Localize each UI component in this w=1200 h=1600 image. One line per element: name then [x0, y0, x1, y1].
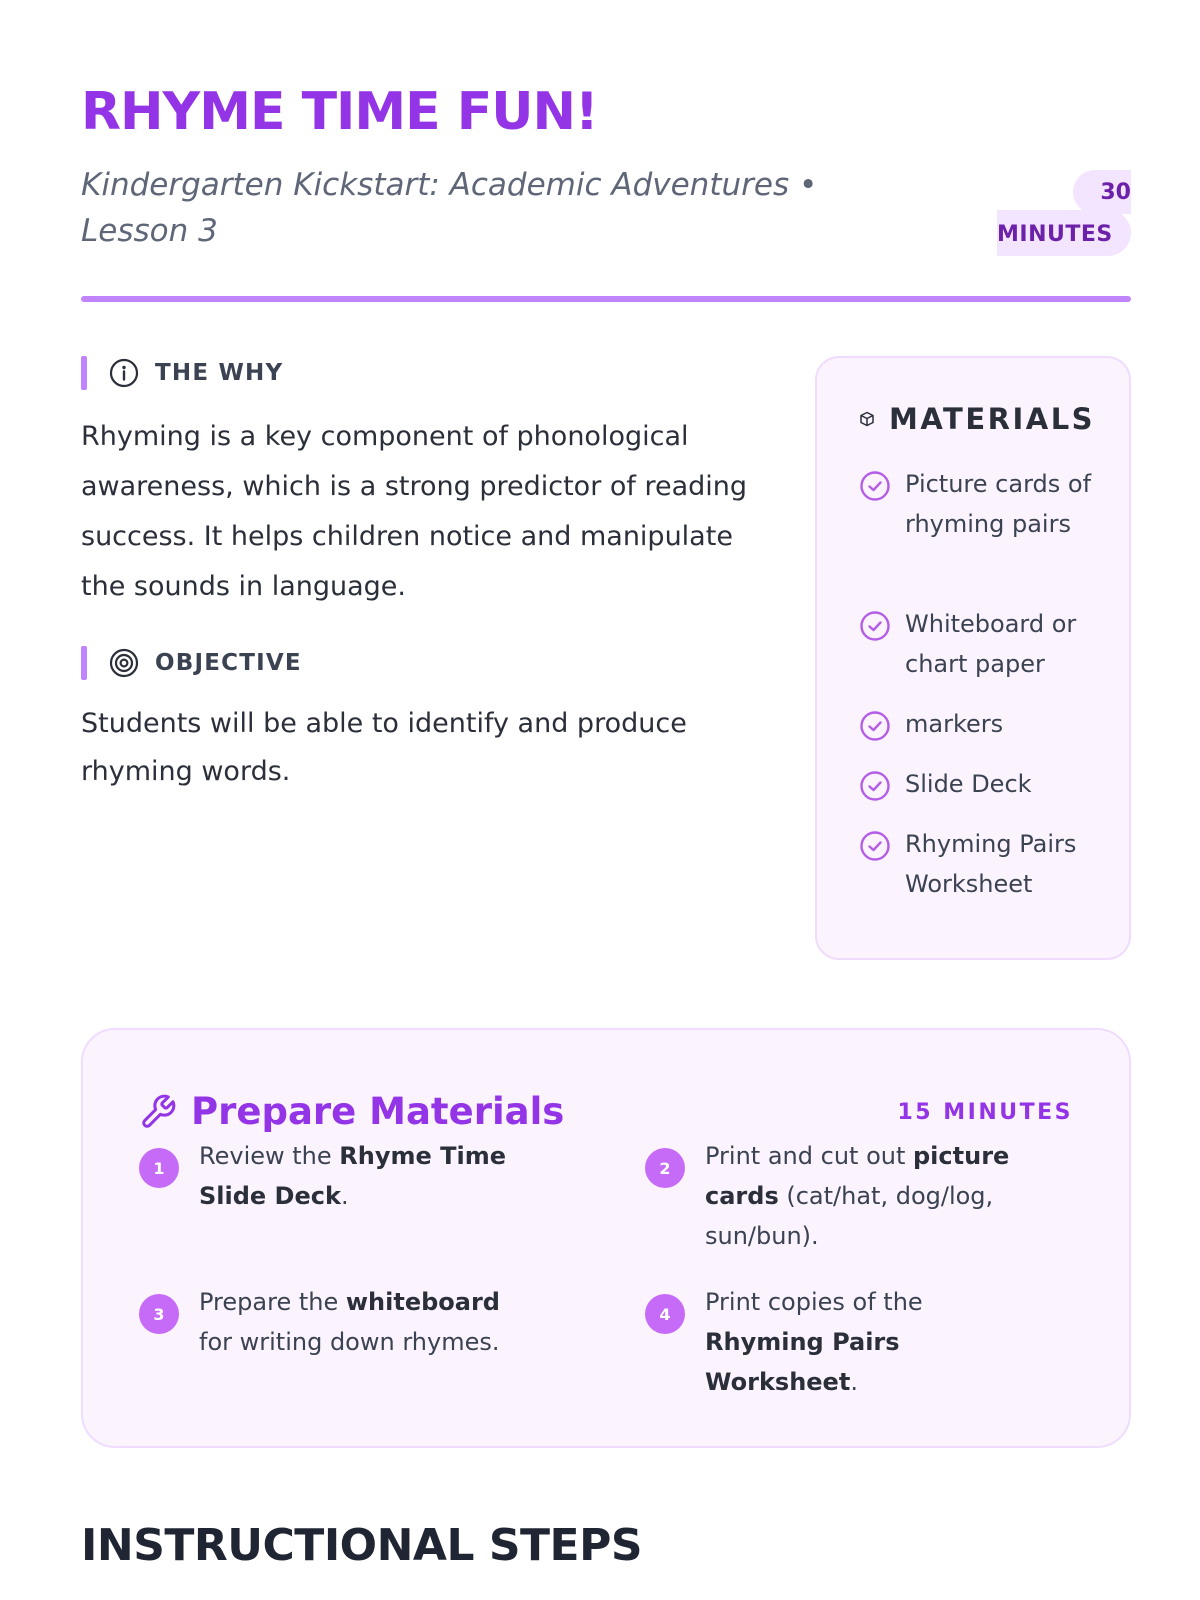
materials-header	[859, 402, 1095, 436]
check-circle-icon	[859, 830, 891, 862]
target-icon	[109, 648, 139, 678]
prep-step	[645, 1136, 1035, 1256]
duration-number: 30	[1100, 180, 1131, 205]
lesson-subtitle: Kindergarten Kickstart: Academic Adventures • Lesson 3	[81, 167, 818, 249]
prep-step	[139, 1136, 529, 1216]
materials-label: MATERIALS	[889, 402, 1096, 436]
prep-step-text: Prepare the whiteboard for writing down rhymes.	[199, 1288, 500, 1356]
cube-icon	[859, 411, 875, 427]
prep-step	[645, 1282, 1035, 1402]
objective-section-header	[81, 646, 302, 680]
why-text: Rhyming is a key component of phonological awareness, which is a strong predictor of reading success. It helps children notice and manipulate the sounds in language.	[81, 421, 748, 602]
check-circle-icon	[859, 610, 891, 642]
materials-item	[859, 824, 1099, 904]
check-circle-icon	[859, 470, 891, 502]
prepare-duration: 15 MINUTES	[897, 1100, 1073, 1125]
step-number-badge: 3	[139, 1294, 179, 1334]
check-circle-icon	[859, 710, 891, 742]
materials-item	[859, 704, 1099, 744]
materials-item-label: Rhyming Pairs Worksheet	[905, 830, 1077, 898]
why-label: THE WHY	[155, 360, 284, 386]
materials-card	[815, 356, 1131, 960]
prepare-materials-card	[81, 1028, 1131, 1448]
prepare-title: Prepare Materials	[191, 1090, 565, 1133]
why-accent-bar	[81, 356, 87, 390]
lesson-page	[81, 0, 1131, 1600]
materials-item-label: Whiteboard or chart paper	[905, 610, 1077, 678]
info-icon	[109, 358, 139, 388]
duration-badge	[997, 170, 1131, 258]
step-number-badge: 2	[645, 1148, 685, 1188]
objective-accent-bar	[81, 646, 87, 680]
wrench-icon	[139, 1093, 177, 1131]
step-number-badge: 1	[139, 1148, 179, 1188]
duration-unit: MINUTES	[997, 222, 1113, 247]
prep-step-text: Review the Rhyme Time Slide Deck.	[199, 1142, 507, 1210]
materials-item-label: Picture cards of rhyming pairs	[905, 470, 1092, 538]
materials-item-label: markers	[905, 710, 1004, 738]
prep-step-text: Print copies of the Rhyming Pairs Worksheet.	[705, 1288, 923, 1396]
objective-label: OBJECTIVE	[155, 650, 302, 676]
why-section-header	[81, 356, 283, 390]
step-number-badge: 4	[645, 1294, 685, 1334]
check-circle-icon	[859, 770, 891, 802]
prep-step	[139, 1282, 529, 1362]
materials-item-label: Slide Deck	[905, 770, 1032, 798]
prepare-header	[139, 1090, 564, 1133]
objective-text: Students will be able to identify and produce rhyming words.	[81, 708, 687, 787]
instructional-steps-heading: INSTRUCTIONAL STEPS	[81, 1520, 643, 1571]
materials-item	[859, 464, 1099, 544]
lesson-title: RHYME TIME FUN!	[81, 82, 598, 142]
header-divider	[81, 296, 1131, 302]
materials-item	[859, 764, 1099, 804]
prep-step-text: Print and cut out picture cards (cat/hat, dog/log, sun/bun).	[705, 1142, 1010, 1250]
materials-item	[859, 604, 1099, 684]
